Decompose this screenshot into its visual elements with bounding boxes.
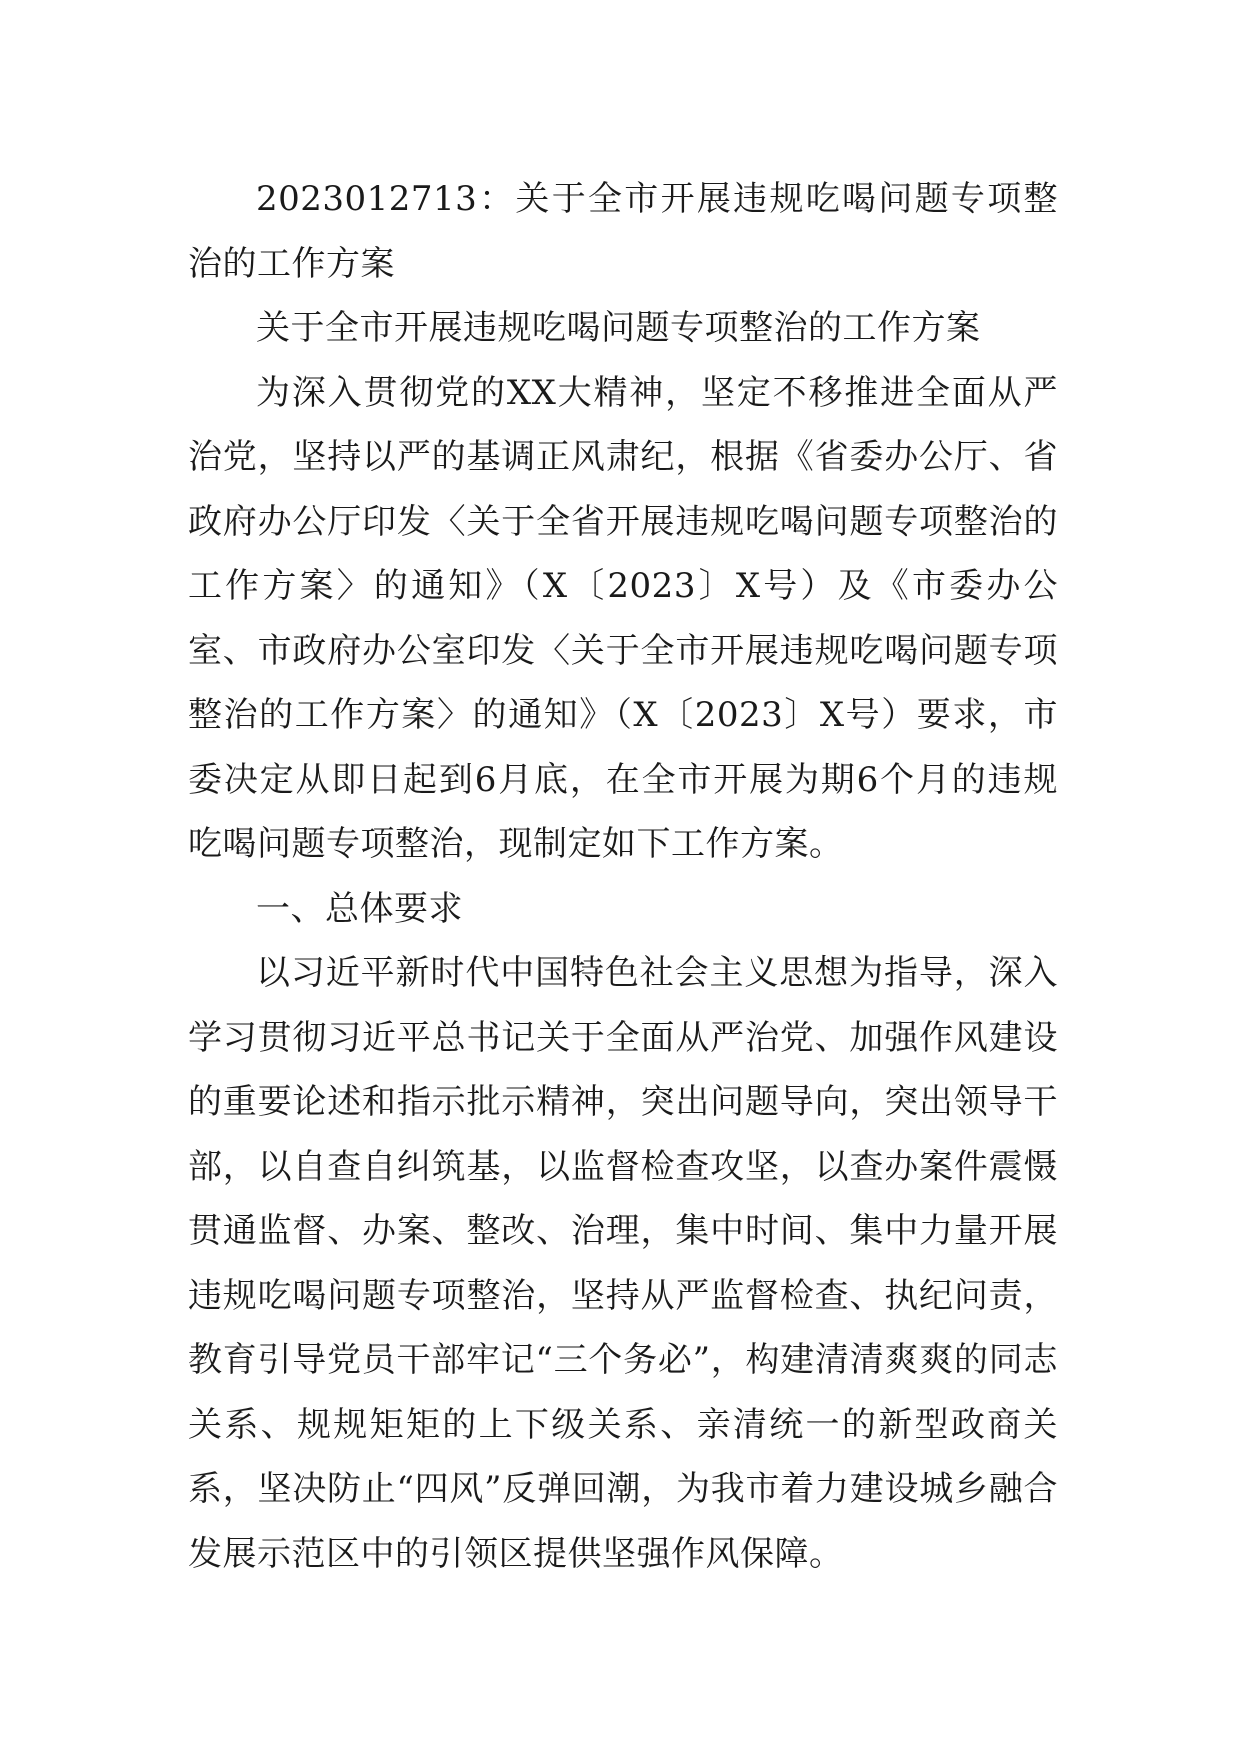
document-heading-line: 2023012713：关于全市开展违规吃喝问题专项整治的工作方案 bbox=[188, 179, 1058, 284]
section-heading-general-requirements: 一、总体要求 bbox=[256, 888, 463, 929]
document-body bbox=[188, 167, 1058, 1586]
intro-paragraph: 为深入贯彻党的XX大精神，坚定不移推进全面从严治党，坚持以严的基调正风肃纪，根据《省委办公厅、省政府办公厅印发〈关于全省开展违规吃喝问题专项整治的工作方案〉的通知》（X〔2023〕X号）及《市委办公室、市政府办公室印发〈关于全市开展违规吃喝问题专项整治的工作方案〉的通知》（X〔2023〕X号）要求，市委决定从即日起到6月底，在全市开展为期6个月的违规吃喝问题专项整治，现制定如下工作方案。 bbox=[188, 372, 1058, 864]
document-title: 关于全市开展违规吃喝问题专项整治的工作方案 bbox=[256, 308, 981, 348]
section-paragraph-general-requirements: 以习近平新时代中国特色社会主义思想为指导，深入学习贯彻习近平总书记关于全面从严治党、加强作风建设的重要论述和指示批示精神，突出问题导向，突出领导干部，以自查自纠筑基，以监督检查攻坚，以查办案件震慑贯通监督、办案、整改、治理，集中时间、集中力量开展违规吃喝问题专项整治，坚持从严监督检查、执纪问责，教育引导党员干部牢记“三个务必”，构建清清爽爽的同志关系、规规矩矩的上下级关系、亲清统一的新型政商关系，坚决防止“四风”反弹回潮，为我市着力建设城乡融合发展示范区中的引领区提供坚强作风保障。 bbox=[188, 953, 1058, 1574]
